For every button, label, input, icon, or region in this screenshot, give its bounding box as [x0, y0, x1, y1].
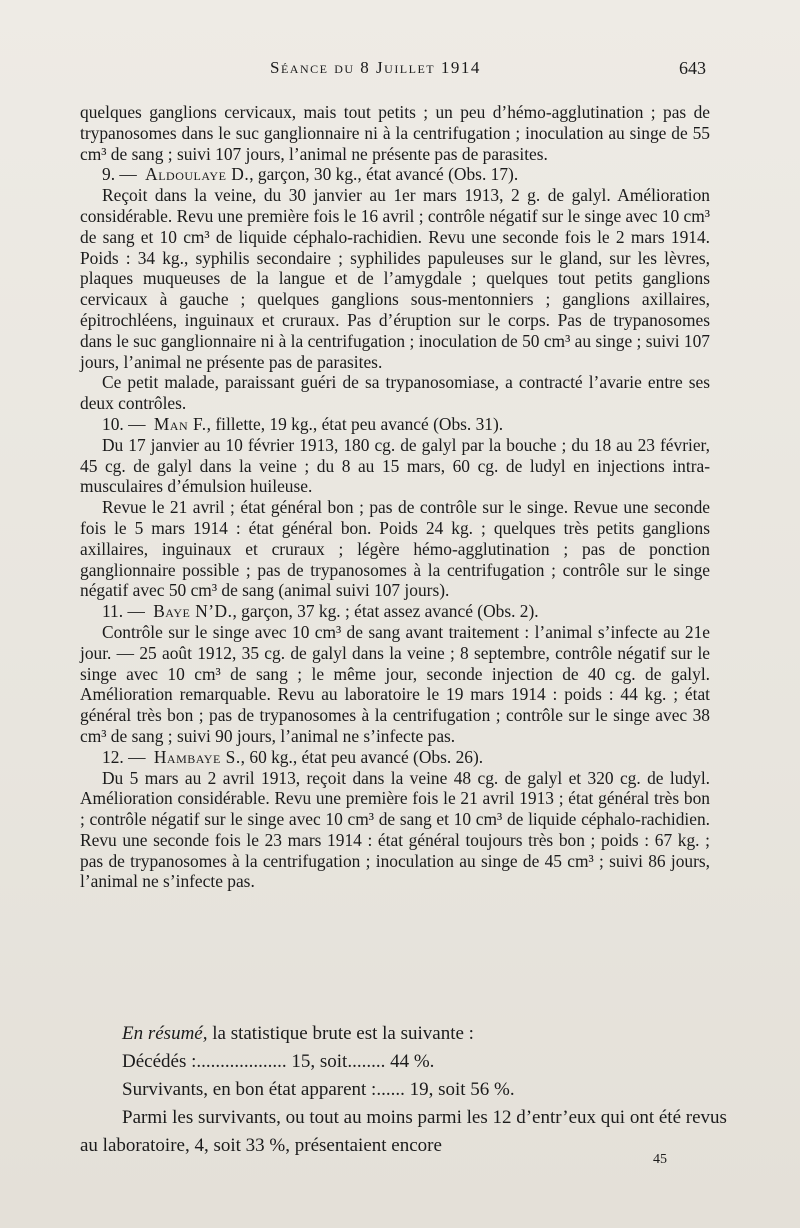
- case-9-details: , garçon, 30 kg., état avancé (Obs. 17).: [249, 164, 519, 185]
- summary-survivors: Survivants, en bon état apparent :...... 19, soit 56 %.: [122, 1079, 515, 1100]
- case-9-text-1: Reçoit dans la veine, du 30 janvier au 1er mars 1913, 2 g. de galyl. Amélioration considérable. Revu une première fois le 16 avril ; contrôle négatif sur le singe avec 10 cm³ de sang et 10 cm³ de liquide céphalo-rachidien. Revu une seconde fois le 2 mars 1914. Poids : 34 kg., syphilis secondaire ; syphilides papuleuses sur le gland, sur les lèvres, plaques muqueuses de la langue et de l’amygdale ; quelques tout petits ganglions cervicaux à gauche ; quelques ganglions sous-mentonniers ; ganglions axillaires, épitrochléens, inguinaux et cruraux. Pas d’éruption sur le corps. Pas de trypanosomes dans le suc ganglionnaire ni à la centrifugation ; inoculation de 50 cm³ au singe ; suivi 107 jours, l’animal ne présente pas de parasites.: [80, 185, 710, 372]
- summary-lead: [80, 1020, 730, 1048]
- case-12-details: , 60 kg., état peu avancé (Obs. 26).: [240, 746, 484, 767]
- case-9-text-2: Ce petit malade, paraissant guéri de sa trypanosomiase, a contracté l’avarie entre ses deux contrôles.: [80, 372, 710, 414]
- case-11-heading: [80, 601, 710, 622]
- case-10-details: , fillette, 19 kg., état peu avancé (Obs. 31).: [206, 413, 504, 434]
- case-9-name: Aldoulaye D.: [145, 164, 250, 185]
- case-10-text-2: Revue le 21 avril ; état général bon ; pas de contrôle sur le singe. Revue une seconde fois le 5 mars 1914 : état général bon. Poids 24 kg. ; quelques très petits ganglions axillaires, inguinaux et cruraux ; légère hémo-agglutination ; pas de ponction ganglionnaire possible ; pas de trypanosomes à la centrifugation ; contrôle sur le singe négatif avec 50 cm³ de sang (animal suivi 107 jours).: [80, 497, 710, 601]
- case-10-text-1: Du 17 janvier au 10 février 1913, 180 cg. de galyl par la bouche ; du 18 au 23 février, 45 cg. de galyl dans la veine ; du 8 au 15 mars, 60 cg. de ludyl en injections intra-musculaires d’émulsion huileuse.: [80, 434, 710, 497]
- page-header: [0, 58, 800, 82]
- case-9-heading: [80, 164, 710, 185]
- summary-lead-italic: En résumé,: [122, 1023, 208, 1044]
- case-10-name: Man F.: [153, 413, 207, 434]
- running-title: Séance du 8 Juillet 1914: [270, 58, 481, 77]
- case-12-number: 12. —: [102, 746, 146, 767]
- paragraph-continuation: quelques ganglions cervicaux, mais tout petits ; un peu d’hémo-agglutination ; pas de trypanosomes dans le suc ganglionnaire ni à la centrifugation ; inoculation au singe de 55 cm³ de sang ; suivi 107 jours, l’animal ne présente pas de parasites.: [80, 102, 710, 164]
- case-11-text-1: Contrôle sur le singe avec 10 cm³ de sang avant traitement : l’animal s’infecte au 21e jour. — 25 août 1912, 35 cg. de galyl dans la veine ; 8 septembre, contrôle négatif sur le singe avec 10 cm³ de sang ; le même jour, seconde injection de 40 cg. de galyl. Amélioration remarquable. Revu au laboratoire le 19 mars 1914 : poids : 44 kg. ; état général très bon ; pas de trypanosomes à la centrifugation ; contrôle sur le singe avec 38 cm³ de sang ; suivi 90 jours, l’animal ne s’infecte pas.: [80, 621, 710, 746]
- page-number: 643: [679, 58, 706, 78]
- summary-last-line: Parmi les survivants, ou tout au moins parmi les 12 d’entr’eux qui ont été revus au laboratoire, 4, soit 33 %, présentaient encore: [80, 1107, 727, 1156]
- case-11-number: 11. —: [102, 601, 145, 622]
- case-11-name: Baye N’D.: [153, 601, 233, 622]
- summary-section: [80, 1020, 730, 1160]
- case-10-number: 10. —: [102, 413, 146, 434]
- summary-deceased: Décédés :................... 15, soit........ 44 %.: [122, 1051, 435, 1072]
- body-text: [80, 102, 710, 892]
- case-10-heading: [80, 414, 710, 435]
- case-12-heading: [80, 747, 710, 768]
- case-9-number: 9. —: [102, 164, 137, 185]
- case-11-details: , garçon, 37 kg. ; état assez avancé (Obs. 2).: [232, 601, 539, 622]
- case-12-text-1: Du 5 mars au 2 avril 1913, reçoit dans la veine 48 cg. de galyl et 320 cg. de ludyl. Amélioration considérable. Revu une première fois le 21 avril 1913 ; état général très bon ; contrôle négatif sur le singe avec 10 cm³ de sang et 10 cm³ de liquide céphalo-rachidien. Revu une seconde fois le 23 mars 1914 : état général toujours très bon ; poids : 67 kg. ; pas de trypanosomes à la centrifugation ; inoculation au singe de 45 cm³ ; suivi 86 jours, l’animal ne s’infecte pas.: [80, 767, 710, 892]
- signature-mark: 45: [653, 1152, 667, 1167]
- case-12-name: Hambaye S.: [153, 746, 241, 767]
- summary-lead-rest: la statistique brute est la suivante :: [207, 1023, 474, 1044]
